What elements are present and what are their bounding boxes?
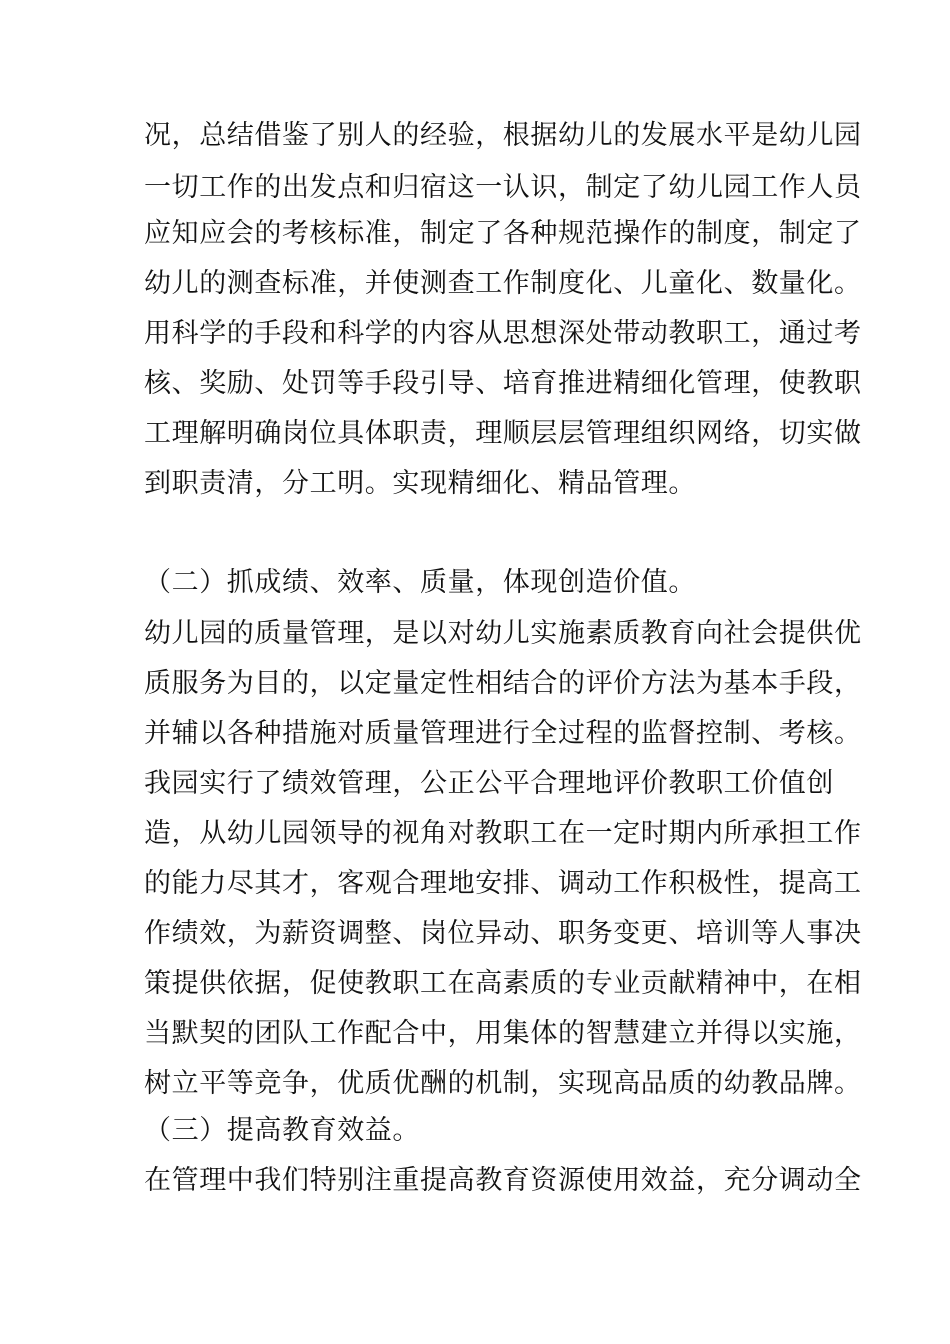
- paragraph-line: 树立平等竞争，优质优酬的机制，实现高品质的幼教品牌。: [144, 1068, 862, 1099]
- paragraph-line: 并辅以各种措施对质量管理进行全过程的监督控制、考核。: [144, 718, 862, 749]
- paragraph-line: 幼儿园的质量管理，是以对幼儿实施素质教育向社会提供优: [144, 618, 862, 649]
- paragraph-line: 用科学的手段和科学的内容从思想深处带动教职工，通过考: [144, 318, 862, 349]
- paragraph-line: 我园实行了绩效管理，公正公平合理地评价教职工价值创: [144, 768, 834, 799]
- paragraph-line: 策提供依据，促使教职工在高素质的专业贡献精神中，在相: [144, 968, 862, 999]
- paragraph-line: 幼儿的测查标准，并使测查工作制度化、儿童化、数量化。: [144, 268, 862, 299]
- paragraph-line: 在管理中我们特别注重提高教育资源使用效益，充分调动全: [144, 1165, 862, 1196]
- paragraph-line: 况，总结借鉴了别人的经验，根据幼儿的发展水平是幼儿园: [144, 120, 862, 151]
- paragraph-line: 的能力尽其才，客观合理地安排、调动工作积极性，提高工: [144, 868, 862, 899]
- paragraph-line: 作绩效，为薪资调整、岗位异动、职务变更、培训等人事决: [144, 918, 862, 949]
- paragraph-line: 到职责清，分工明。实现精细化、精品管理。: [144, 468, 696, 499]
- paragraph-line: 一切工作的出发点和归宿这一认识，制定了幼儿园工作人员: [144, 172, 862, 203]
- paragraph-line: 当默契的团队工作配合中，用集体的智慧建立并得以实施，: [144, 1018, 862, 1049]
- paragraph-line: 质服务为目的，以定量定性相结合的评价方法为基本手段，: [144, 668, 862, 699]
- paragraph-line: 造，从幼儿园领导的视角对教职工在一定时期内所承担工作: [144, 818, 862, 849]
- paragraph-line: 应知应会的考核标准，制定了各种规范操作的制度，制定了: [144, 218, 862, 249]
- paragraph-line: 核、奖励、处罚等手段引导、培育推进精细化管理，使教职: [144, 368, 862, 399]
- paragraph-line: 工理解明确岗位具体职责，理顺层层管理组织网络，切实做: [144, 418, 862, 449]
- section-heading: （三）提高教育效益。: [144, 1115, 420, 1146]
- section-heading: （二）抓成绩、效率、质量，体现创造价值。: [144, 567, 696, 598]
